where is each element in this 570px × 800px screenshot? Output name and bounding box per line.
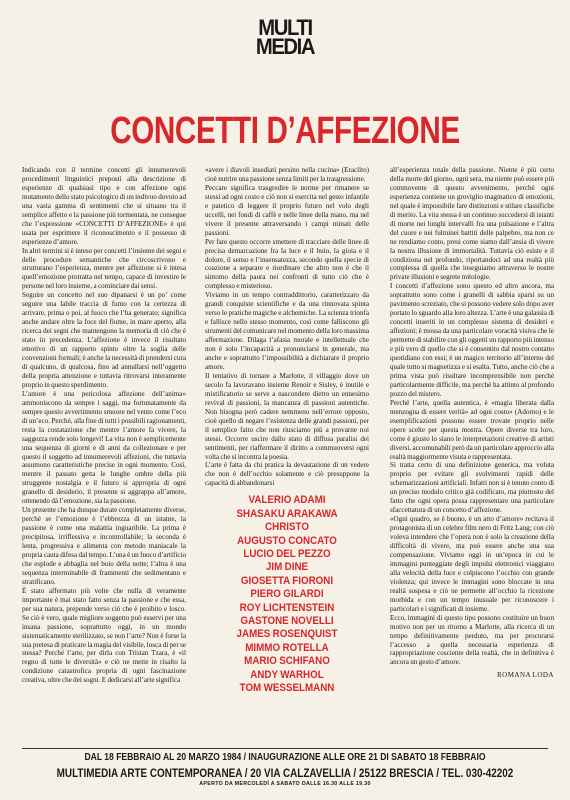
text-column-1 xyxy=(22,166,186,685)
paragraph: all’esperienza totale della passione. Niente è più certo della morte del giorno, ogni sera, ma niente può essere più commovente di questo avvenimento, perché ogni esperienza contiene un groviglio magmatico di emozioni, nel quale è impossibile fare distinzioni e stilare classifiche di merito. La vita stessa è un continuo succedersi di istanti di morte nei lunghi intervalli fra una pulsazione e l’altra del cuore e nei fulminei battiti delle palpebre, ma non ce ne rendiamo conto, presi come siamo dall’ansia di vivere la nostra illusione di immortalità. Tuttavia ciò esiste e il condiziona nel profondo, riportandoci ad una realtà più complessa di quella che inseguiamo attraverso le nostre private illusioni e segrete mitologie. xyxy=(390,166,554,282)
paragraph: L’arte è fatta da chi pratica la devastazione di un vedere che non è dell’occhio solamente e ciò presuppone la capacità di abbandonarsi xyxy=(205,461,369,488)
paragraph: Indicando con il termine concetti gli innumerevoli procedimenti linguistici preposti alla descrizione di esperienze di qualsiasi tipo e con affezione ogni mutamento dello stato psicologico di un indivuo dovuto ad una vasta gamma di sentimenti che si situano tra il semplice affetto e la passione più tormentata, ne consegue che l’espressione «CONCETTI D’AFFEZIONE» è qui usata per esprimere il riconoscimento e il possesso di esperienze d’amore. xyxy=(22,166,186,246)
artist-name: ANDY WARHOL xyxy=(250,668,324,681)
paragraph: «avere i diavoli insediati persino nella cucina» (Eraclito) cioè nutrire una passione senza limiti per la trasgressione. xyxy=(205,166,369,183)
paragraph: Si tratta certo di una definizione generica, ma voluta proprio per evitare gli svolvimenti rapidi delle schematizzazioni artificiali. Infatti non si è tenuto conto di un preciso modulo critico già codificato, ma piuttosto del fatto che ogni opera possa rappresentare una particolare sfaccettatura di un concetto d’affezione. xyxy=(390,461,554,515)
artist-list xyxy=(216,494,357,695)
logo-line-2: MEDIA xyxy=(255,34,315,59)
artist-name: GASTONE NOVELLI xyxy=(240,614,334,627)
paragraph: Viviamo in un tempo contraddittorio, caratterizzato da grandi conquiste scientifiche e da una rinnovata spinta verso le pratiche magiche e alchemiche. La scienza trionfa e fallisce nello stesso momento, così come falliscono gli strumenti del comunicare nel momento della loro massima affermazione. Dilaga l’afasia morale e intellettuale che non è solo l’incapacità a pronunciarsi in generale, ma anche e soprattutto l’impossibilità a dichiarare il proprio amore. xyxy=(205,291,369,371)
gallery-address: MULTIMEDIA ARTE CONTEMPORANEA / 20 VIA CALZAVELLIA / 25122 BRESCIA / TEL. 030-42202 xyxy=(56,766,514,780)
text-column-2 xyxy=(205,166,369,695)
artist-name: MIMMO ROTELLA xyxy=(245,641,329,654)
paragraph: Seguire un concetto nel suo dipanarsi è un po’ come seguire una labile traccia di fumo con la certezza di arrivare, prima o poi, al fuoco che l’ha generato; significa anche andare oltre la foce del fiume, in mare aperto, alla ricerca dei segni che mantengono la memoria di ciò che è stato in precedenza. L’affezione è invece il risultato emotivo di un rapporto spinto oltre la soglia delle convenzioni formali; è anche la necessità di prendersi cura di qualcuno, di qualcosa, fino ad annullarsi nell’oggetto della propria attenzione e tuttavia ritrovarsi interamente proprio in questo sperdimento. xyxy=(22,291,186,389)
footer-divider xyxy=(22,748,548,749)
paragraph: «Ogni quadro, se è buono, è un atto d’amore» recitava il protagonista di un celebre film nero di Fritz Lang; con ciò voleva intendere che l’opera non è solo la creazione della difficoltà di vivere, ma può essere anche una sua compensazione. Viviamo oggi in un’epoca in cui le immagini punteggiate degli impulsi elettronici viaggiano alla velocità della luce e colpiscono l’occhio con grande violenza; qui invece le immagini sono bloccate in una realtà sospesa e ciò ne permette all’occhio la ricezione morbida e con un tempo inusuale per riconoscere i particolari e i significati di insieme. xyxy=(390,515,554,613)
exhibition-title: CONCETTI D’AFFEZIONE xyxy=(110,110,460,152)
exhibition-dates: DAL 18 FEBBRAIO AL 20 MARZO 1984 / INAUGURAZIONE ALLE ORE 21 DI SABATO 18 FEBBRAIO xyxy=(84,752,486,763)
artist-name: JAMES ROSENQUIST xyxy=(236,628,338,641)
artist-name: AUGUSTO CONCATO xyxy=(237,534,337,547)
paragraph: L’amore è una pericolosa affezione dell’anima» ammoniscono da sempre i saggi, ma fortunatamente da sempre questo avvertimento smuore nel vento come l’eco di un’eco. Perché, alla fine di tutti i possibili ragionamenti, resta la costatazione che mentre l’amore fa vivere, la saggezza rende solo longevi! La vita non è semplicemente una sequenza di giorni e di anni da collezionare e per questo il soggetto ad innumerevoli affezioni, che tuttavia assumono caratteristiche precise in ogni momento. Così, mentre il passato getta le lunghe ombre della più struggente nostalgia e il futuro si appropria di ogni granello di desiderio, il presente si aggrappa all’amore, ottenendo dà l’emozione, sia la passione. xyxy=(22,389,186,506)
artist-name: VALERIO ADAMI xyxy=(248,494,326,507)
artist-name: LUCIO DEL PEZZO xyxy=(243,547,331,560)
paragraph: Il tentativo di tornare a Marlotte, il villaggio dove un secolo fa lavoravano insieme Renoir e Sisley, è inutile e mistificatorio se serve a nascondere dietro un ennesimo revival di passioni, la mancanza di passioni autentiche. Non bisogna però cadere nemmeno nell’errore opposto, cioè quello di negare l’esistenza delle grandi passioni, per il semplice fatto che non riusciamo più a provarne noi stessi. Occorre uscire dallo stato di diffusa paralisi dei sentimenti, per riaffermare il diritto a commuoversi ogni volta che si incontra la poesia. xyxy=(205,371,369,461)
artist-name: TOM WESSELMANN xyxy=(239,682,335,694)
author-signature: ROMANA LODA xyxy=(496,671,554,680)
artist-name: GIOSETTA FIORONI xyxy=(240,574,334,587)
artist-name: PIERO GILARDI xyxy=(250,588,324,601)
opening-hours: APERTO DA MERCOLEDÌ A SABATO DALLE 16.30 ALLE 19.30 xyxy=(199,781,371,787)
gallery-logo xyxy=(23,15,547,59)
paragraph: È stato affermato più volte che nulla di veramente importante è mai stato fatto senza la passione e che essa, per sua natura, prepende verso ciò che è proibito e losco. Se ciò è vero, quale migliore soggetto può esservi per una insana passione, soprattutto oggi, in un mondo sistematicamente sterilizzato, se non l’arte? Non è forse la sua pretesa di praticare la magia del visibile, losca di per se stessa? Perché l’arte, per dirla con Tristan Tzara, è «il regno di tutte le diversità» e ciò ne mette in risalto la condizione catastrofica propria di ogni fascinazione creativa, oltre che dei sogni. E dedicarsi all’arte significa xyxy=(22,586,186,685)
artist-name: ROY LICHTENSTEIN xyxy=(239,601,335,614)
paragraph: Un presente che ha dunque durate completamente diverse, perché se l’emozione è l’ebbrezza di un istante, la passione è come una malattia inguaribile. La prima è precipitosa, irriflessiva e incontrollabile; la seconda è lenta, progressiva e alimenta con metodo maniacale la propria cauta difesa dal tempo. L’una è un fuoco d’artificio che esplode e abbaglia nel buio della notte; l’altra è una sequenza interminabile di frammenti che sedimentano e stratificano. xyxy=(22,506,186,586)
artist-name: JIM DINE xyxy=(265,561,309,574)
artist-name: SHASAKU ARAKAWA xyxy=(236,507,338,520)
artist-name: CHRISTO xyxy=(265,521,309,534)
paragraph: Peccare significa trasgredire le norme per rimanere se stessi ad ogni costo e ciò non si esercita nel gesto infantile e patetico di leggere il proprio futuro nel volo degli uccelli, nei fondi di caffè e nelle linee della mano, ma nel vivere il presente attraversando i campi minati delle passioni. xyxy=(205,183,369,237)
logo-line-1: MULTI xyxy=(258,15,312,40)
paragraph: I concetti d’affezione sono questo ed altro ancora, ma soprattutto sono come i granelli di sabbia sparsi su un pavimento screziato, che si possono vedere solo dopo aver portato lo sguardo alla loro altezza. L’arte è una galassia di concetti inseriti in un complesso sistema di desideri e affezioni; è mossa da una particolare voracità visiva che le permette di stabilire con gli oggetti un rapporto più intenso e più vero di quello che si è consentito dal nostro contatto quotidiano con essi; è un magico territorio all’interno del quale tutto si magnetizza e si esalta. Tutto, anche ciò che a prima vista può risultare incomprensibile non perché particolarmente difficile, ma perché ha attinto al profondo pozzo del mistero. xyxy=(390,282,554,398)
paragraph: Per fare questo occorre smettere di tracciare delle linee di precisa demarcazione fra la luce e il buio, la gioia e il dolore, il senso e l’insensatezza, secondo quella specie di coazione a separare e riordinare che altro non è che il sintomo della paura nei confronti di tutto ciò che è complesso e misterioso. xyxy=(205,237,369,291)
artist-name: MARIO SCHIFANO xyxy=(244,655,330,668)
text-column-3 xyxy=(390,166,554,680)
paragraph: Perché l’arte, quella autentica, è «magia liberata dalla menzogna di essere verità» ad ogni costo» (Adorno) e le esemplificazioni possono essere trovate proprio nelle opere scelte per questa mostra. Opere diverse tra loro, come è giusto lo siano le interpretazioni creative di artisti diversi, accomunabili però da un particolare approccio alla realtà maggiormente visuta e rappresentata. xyxy=(390,398,554,461)
paragraph: In altri termini si è inteso per concetti l’insieme dei segni e delle procedure semantiche che circoscrivono e strutturano l’esperienza, mentre per affezione si è intesa quell’emozione protratta nel tempo, capace di investire le persone nel loro insieme, a cominciare dai sensi. xyxy=(22,246,186,291)
paragraph: Ecco, immagini di questo tipo possono costituire un buon motivo non per un ritorno a Marlotte, alla ricerca di un tempo definitivamente perduto, ma per procurarsi l’accesso a quella necessaria esperienza di rappropriazione cosciente della realtà, che in definitiva è ancora un gesto d’amore. xyxy=(390,613,554,667)
